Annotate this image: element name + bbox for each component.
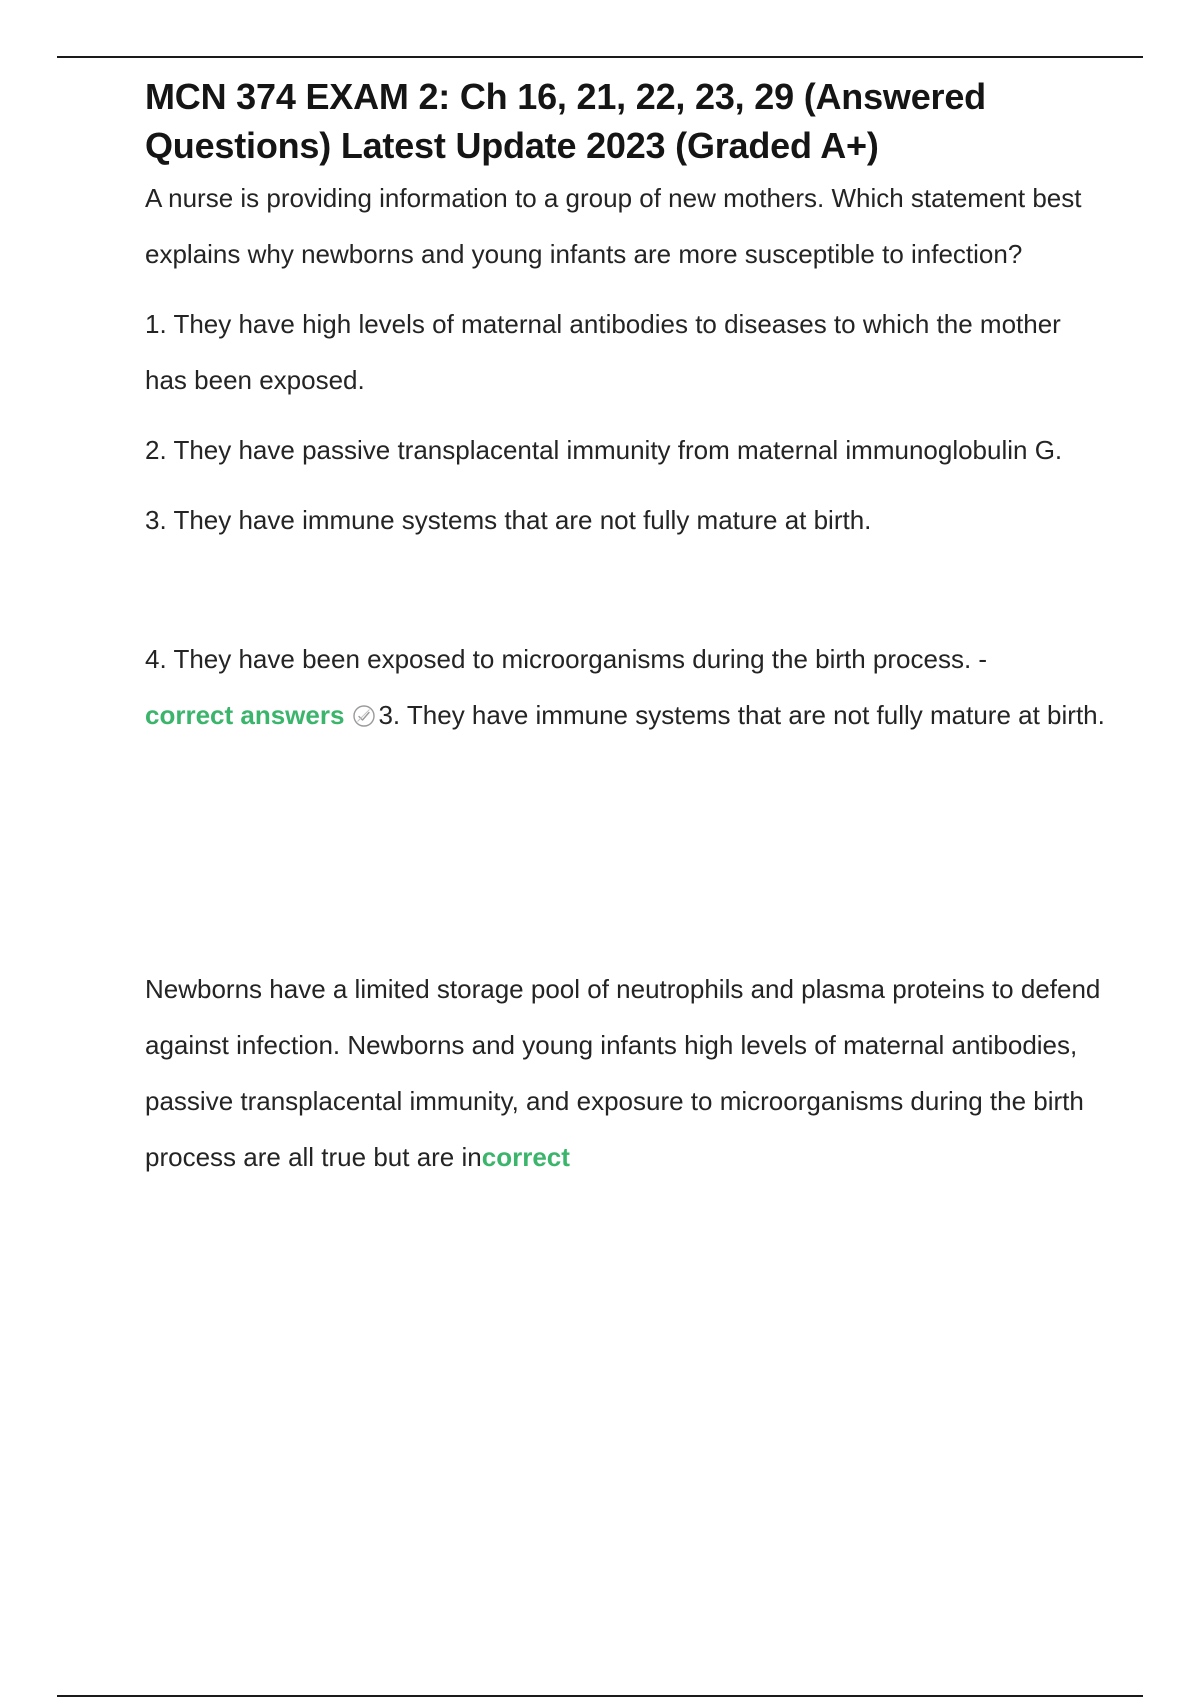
page-title: MCN 374 EXAM 2: Ch 16, 21, 22, 23, 29 (Answered Questions) Latest Update 2023 (Graded A+) (145, 76, 986, 166)
answer-option-2: 2. They have passive transplacental immunity from maternal immunoglobulin G. (145, 435, 1063, 465)
bottom-rule (57, 1695, 1143, 1697)
answer-option-4-block (145, 631, 1105, 743)
answer-option-3: 3. They have immune systems that are not fully mature at birth. (145, 505, 872, 535)
rationale-text: Newborns have a limited storage pool of neutrophils and plasma proteins to defend against infection. Newborns and young infants high levels of maternal antibodies, passive transplacental immunity, and exposure to microorganisms during the birth process are all true but are in (145, 974, 1101, 1172)
correct-answers-label: correct answers (145, 700, 345, 730)
rationale-paragraph (145, 961, 1105, 1185)
answer-option-1: 1. They have high levels of maternal antibodies to diseases to which the mother has been exposed. (145, 309, 1061, 395)
correct-answer-text: 3. They have immune systems that are not fully mature at birth. (378, 700, 1105, 730)
question-text: A nurse is providing information to a group of new mothers. Which statement best explains why newborns and young infants are more susceptible to infection? (145, 183, 1082, 269)
top-rule (57, 56, 1143, 58)
rationale-highlight: correct (481, 1142, 570, 1172)
document-body (145, 72, 1105, 1185)
check-circle-icon (352, 704, 376, 728)
answer-option-4: 4. They have been exposed to microorganisms during the birth process. - (145, 644, 988, 674)
